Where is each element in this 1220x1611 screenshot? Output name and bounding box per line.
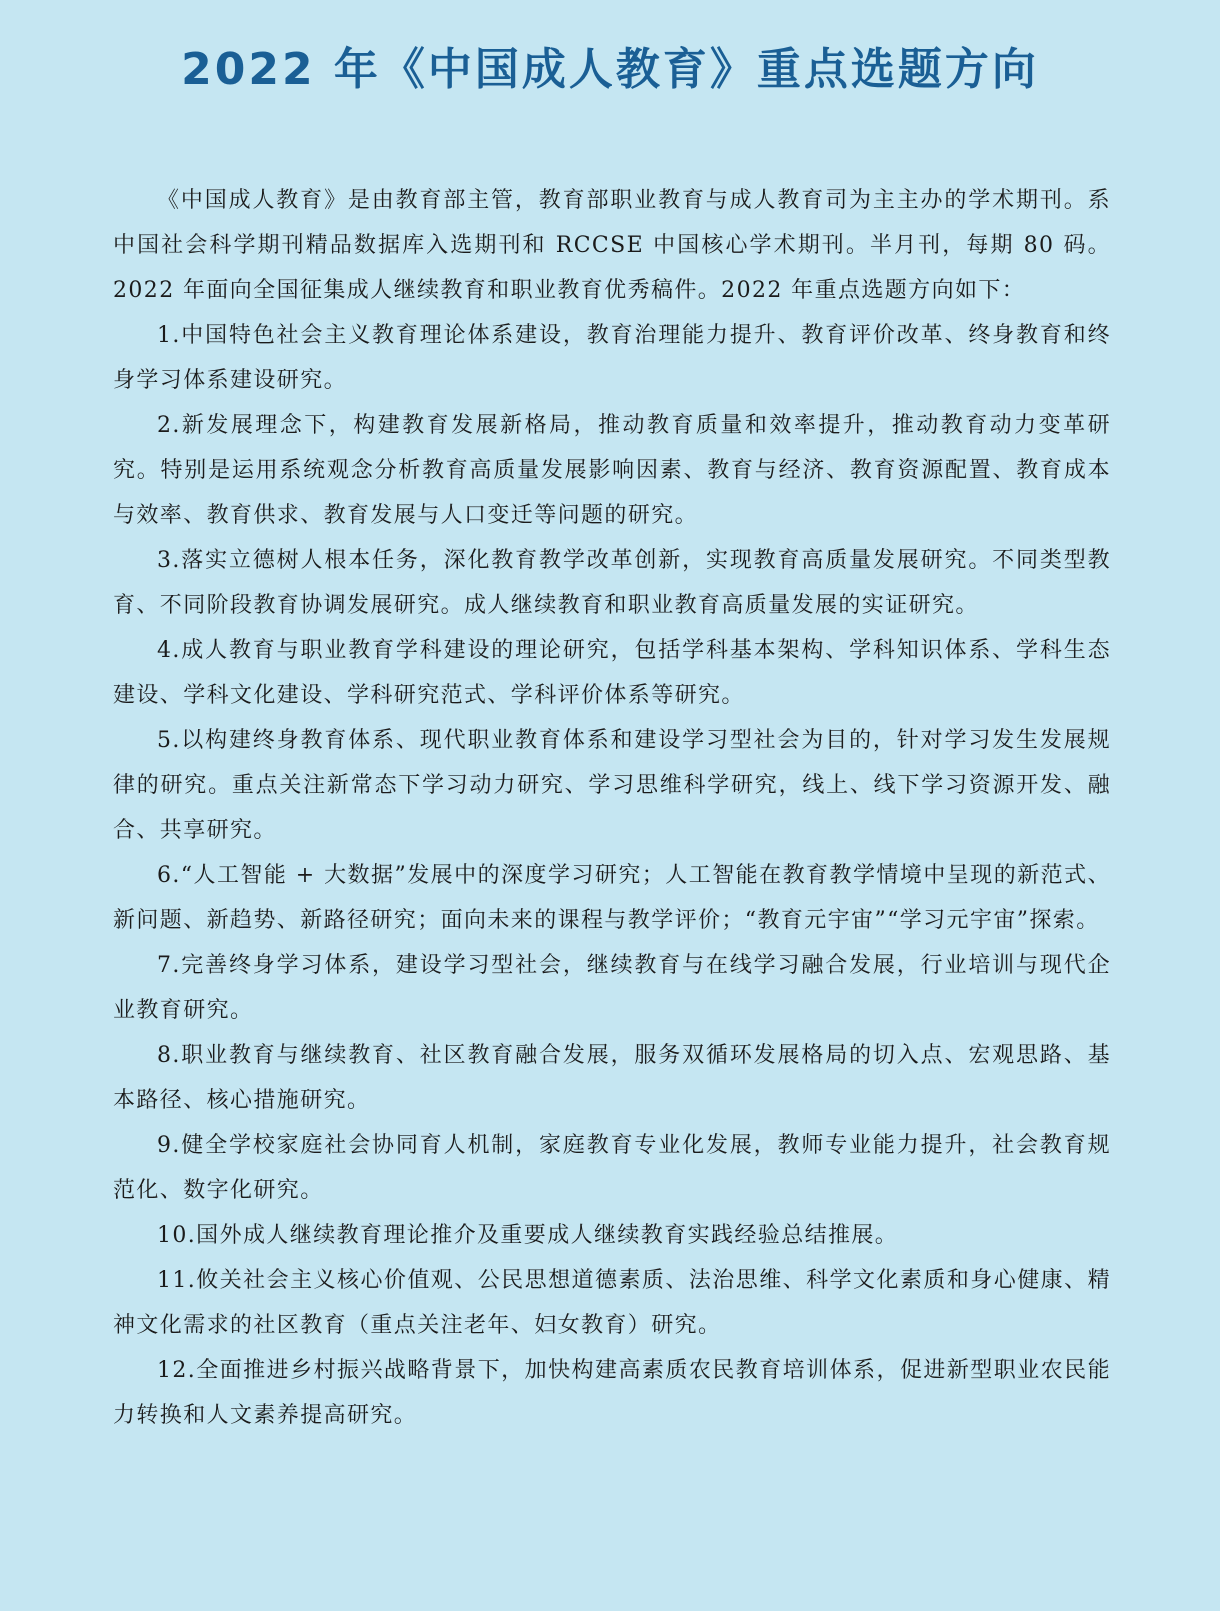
- topic-item-6: 6.“人工智能 + 大数据”发展中的深度学习研究；人工智能在教育教学情境中呈现的新范式、新问题、新趋势、新路径研究；面向未来的课程与教学评价；“教育元宇宙”“学习元宇宙”探索。: [113, 863, 1111, 933]
- topic-item-10: 10.国外成人继续教育理论推介及重要成人继续教育实践经验总结推展。: [157, 1223, 899, 1248]
- page-title: 2022 年《中国成人教育》重点选题方向: [181, 44, 1039, 95]
- intro-paragraph: 《中国成人教育》是由教育部主管，教育部职业教育与成人教育司为主主办的学术期刊。系中国社会科学期刊精品数据库入选期刊和 RCCSE 中国核心学术期刊。半月刊，每期 80 码。2022 年面向全国征集成人继续教育和职业教育优秀稿件。2022 年重点选题方向如下：: [113, 188, 1111, 303]
- topic-item-11: 11.攸关社会主义核心价值观、公民思想道德素质、法治思维、科学文化素质和身心健康、精神文化需求的社区教育（重点关注老年、妇女教育）研究。: [113, 1268, 1111, 1338]
- topic-item-4: 4.成人教育与职业教育学科建设的理论研究，包括学科基本架构、学科知识体系、学科生态建设、学科文化建设、学科研究范式、学科评价体系等研究。: [113, 638, 1111, 708]
- topic-item-12: 12.全面推进乡村振兴战略背景下，加快构建高素质农民教育培训体系，促进新型职业农民能力转换和人文素养提高研究。: [113, 1358, 1111, 1428]
- topic-item-9: 9.健全学校家庭社会协同育人机制，家庭教育专业化发展，教师专业能力提升，社会教育规范化、数字化研究。: [113, 1133, 1111, 1203]
- topic-item-7: 7.完善终身学习体系，建设学习型社会，继续教育与在线学习融合发展，行业培训与现代企业教育研究。: [113, 953, 1111, 1023]
- topic-item-8: 8.职业教育与继续教育、社区教育融合发展，服务双循环发展格局的切入点、宏观思路、基本路径、核心措施研究。: [113, 1043, 1111, 1113]
- topic-item-1: 1.中国特色社会主义教育理论体系建设，教育治理能力提升、教育评价改革、终身教育和终身学习体系建设研究。: [113, 323, 1111, 393]
- topic-item-5: 5.以构建终身教育体系、现代职业教育体系和建设学习型社会为目的，针对学习发生发展规律的研究。重点关注新常态下学习动力研究、学习思维科学研究，线上、线下学习资源开发、融合、共享研究。: [113, 728, 1111, 843]
- topic-item-3: 3.落实立德树人根本任务，深化教育教学改革创新，实现教育高质量发展研究。不同类型教育、不同阶段教育协调发展研究。成人继续教育和职业教育高质量发展的实证研究。: [113, 548, 1111, 618]
- article-body: [113, 178, 1111, 1438]
- topic-item-2: 2.新发展理念下，构建教育发展新格局，推动教育质量和效率提升，推动教育动力变革研究。特别是运用系统观念分析教育高质量发展影响因素、教育与经济、教育资源配置、教育成本与效率、教育供求、教育发展与人口变迁等问题的研究。: [113, 413, 1111, 528]
